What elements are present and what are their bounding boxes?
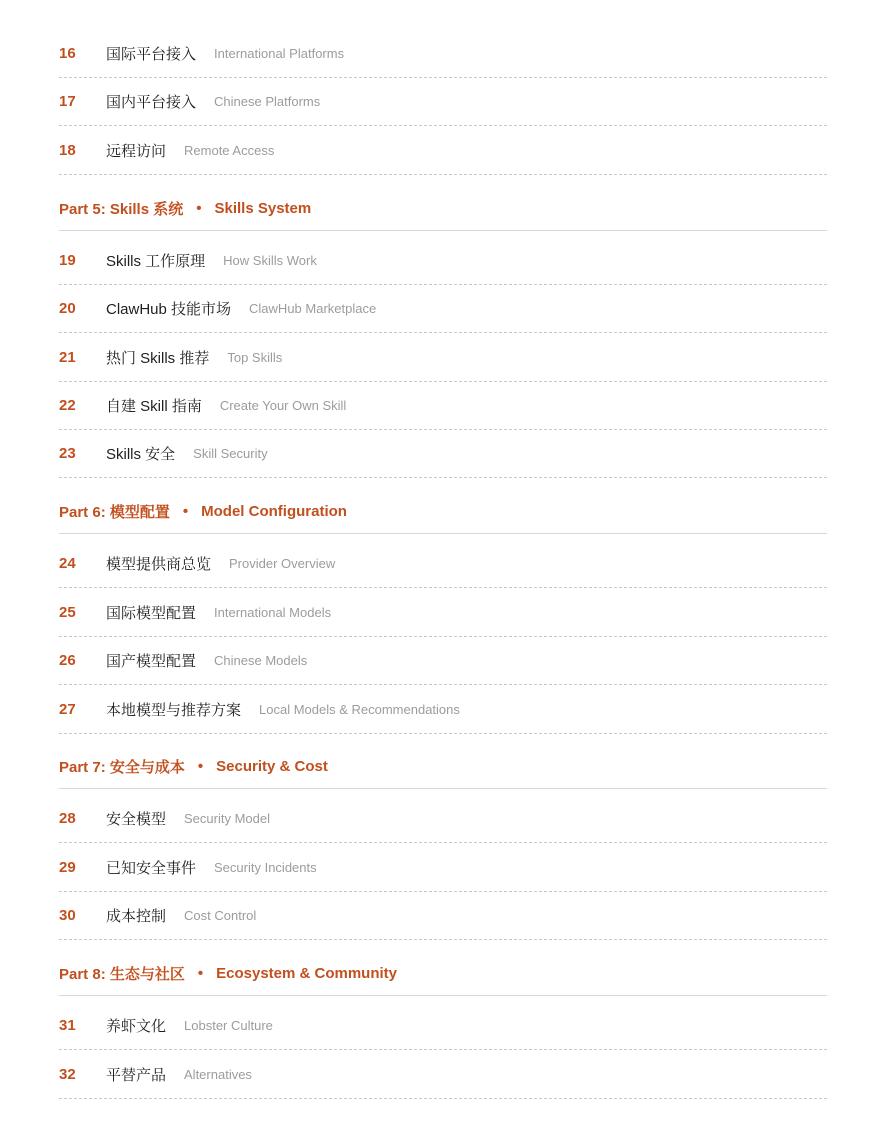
chapter-title-en: Provider Overview xyxy=(229,556,336,571)
chapter-title-zh: 国内平台接入 xyxy=(106,94,197,111)
part-7-header xyxy=(59,745,827,789)
toc-entry-16[interactable] xyxy=(59,30,827,78)
chapter-title-zh: 已知安全事件 xyxy=(106,860,197,877)
chapter-number: 30 xyxy=(59,907,76,924)
part-title-zh: Part 7: 安全与成本 xyxy=(59,759,185,776)
chapter-number: 31 xyxy=(59,1017,76,1034)
chapter-title-zh: 远程访问 xyxy=(106,143,167,160)
toc-entry-27[interactable] xyxy=(59,686,827,734)
chapter-title-zh: 成本控制 xyxy=(106,908,167,925)
chapter-title-zh: 安全模型 xyxy=(106,811,167,828)
chapter-number: 18 xyxy=(59,142,76,159)
chapter-number: 27 xyxy=(59,701,76,718)
toc-entry-19[interactable] xyxy=(59,237,827,285)
toc-entry-24[interactable] xyxy=(59,540,827,588)
toc-entry-26[interactable] xyxy=(59,637,827,685)
chapter-title-en: Chinese Platforms xyxy=(214,94,321,109)
part-title-en: Ecosystem & Community xyxy=(216,965,398,982)
chapter-number: 16 xyxy=(59,45,76,62)
toc-entry-17[interactable] xyxy=(59,78,827,126)
part-8-header xyxy=(59,952,827,996)
part-5-header xyxy=(59,187,827,231)
chapter-title-zh: 国际模型配置 xyxy=(106,605,197,622)
toc-entry-18[interactable] xyxy=(59,127,827,175)
chapter-number: 19 xyxy=(59,252,76,269)
toc-entry-23[interactable] xyxy=(59,430,827,478)
toc-entry-25[interactable] xyxy=(59,589,827,637)
chapter-title-en: Alternatives xyxy=(184,1067,252,1082)
chapter-title-en: Skill Security xyxy=(193,446,268,461)
chapter-title-en: Create Your Own Skill xyxy=(219,398,347,413)
toc-entry-31[interactable] xyxy=(59,1002,827,1050)
part-title-en: Model Configuration xyxy=(201,503,347,520)
chapter-title-zh: 模型提供商总览 xyxy=(106,556,212,573)
chapter-title-en: International Platforms xyxy=(214,46,345,61)
chapter-number: 23 xyxy=(59,445,76,462)
chapter-number: 17 xyxy=(59,93,76,110)
chapter-title-zh: Skills 工作原理 xyxy=(106,253,206,270)
chapter-title-en: Top Skills xyxy=(227,350,283,365)
chapter-title-zh: 养虾文化 xyxy=(106,1018,167,1035)
chapter-title-en: ClawHub Marketplace xyxy=(249,301,377,316)
chapter-title-zh: 平替产品 xyxy=(106,1067,167,1084)
chapter-title-en: Cost Control xyxy=(184,908,257,923)
toc-entry-21[interactable] xyxy=(59,334,827,382)
toc-entry-28[interactable] xyxy=(59,795,827,843)
part-separator: • xyxy=(197,965,204,982)
part-title-zh: Part 5: Skills 系统 xyxy=(59,201,184,218)
chapter-title-zh: 本地模型与推荐方案 xyxy=(106,702,242,719)
toc-entry-32[interactable] xyxy=(59,1051,827,1099)
toc-entry-22[interactable] xyxy=(59,382,827,430)
part-title-en: Security & Cost xyxy=(216,758,328,775)
chapter-number: 22 xyxy=(59,397,76,414)
chapter-number: 32 xyxy=(59,1066,76,1083)
chapter-number: 24 xyxy=(59,555,76,572)
part-separator: • xyxy=(197,758,204,775)
chapter-title-zh: 热门 Skills 推荐 xyxy=(106,350,210,367)
chapter-number: 26 xyxy=(59,652,76,669)
part-title-zh: Part 6: 模型配置 xyxy=(59,504,170,521)
chapter-title-en: Local Models & Recommendations xyxy=(259,702,460,717)
chapter-title-en: Security Incidents xyxy=(214,860,317,875)
chapter-number: 28 xyxy=(59,810,76,827)
part-title-en: Skills System xyxy=(214,200,312,217)
chapter-number: 29 xyxy=(59,859,76,876)
chapter-title-en: Security Model xyxy=(184,811,270,826)
chapter-title-zh: 国际平台接入 xyxy=(106,46,197,63)
part-separator: • xyxy=(196,200,202,217)
chapter-title-en: How Skills Work xyxy=(223,253,317,268)
chapter-title-en: Chinese Models xyxy=(214,653,308,668)
chapter-title-zh: Skills 安全 xyxy=(106,446,176,463)
chapter-number: 20 xyxy=(59,300,76,317)
chapter-title-en: Remote Access xyxy=(184,143,275,158)
chapter-title-zh: ClawHub 技能市场 xyxy=(106,301,232,318)
part-title-zh: Part 8: 生态与社区 xyxy=(59,966,185,983)
toc-entry-30[interactable] xyxy=(59,892,827,940)
part-6-header xyxy=(59,490,827,534)
chapter-number: 25 xyxy=(59,604,76,621)
toc-entry-20[interactable] xyxy=(59,285,827,333)
chapter-title-zh: 自建 Skill 指南 xyxy=(106,398,202,415)
chapter-number: 21 xyxy=(59,349,76,366)
part-separator: • xyxy=(182,503,189,520)
toc-entry-29[interactable] xyxy=(59,844,827,892)
chapter-title-zh: 国产模型配置 xyxy=(106,653,197,670)
chapter-title-en: Lobster Culture xyxy=(184,1018,273,1033)
chapter-title-en: International Models xyxy=(214,605,332,620)
